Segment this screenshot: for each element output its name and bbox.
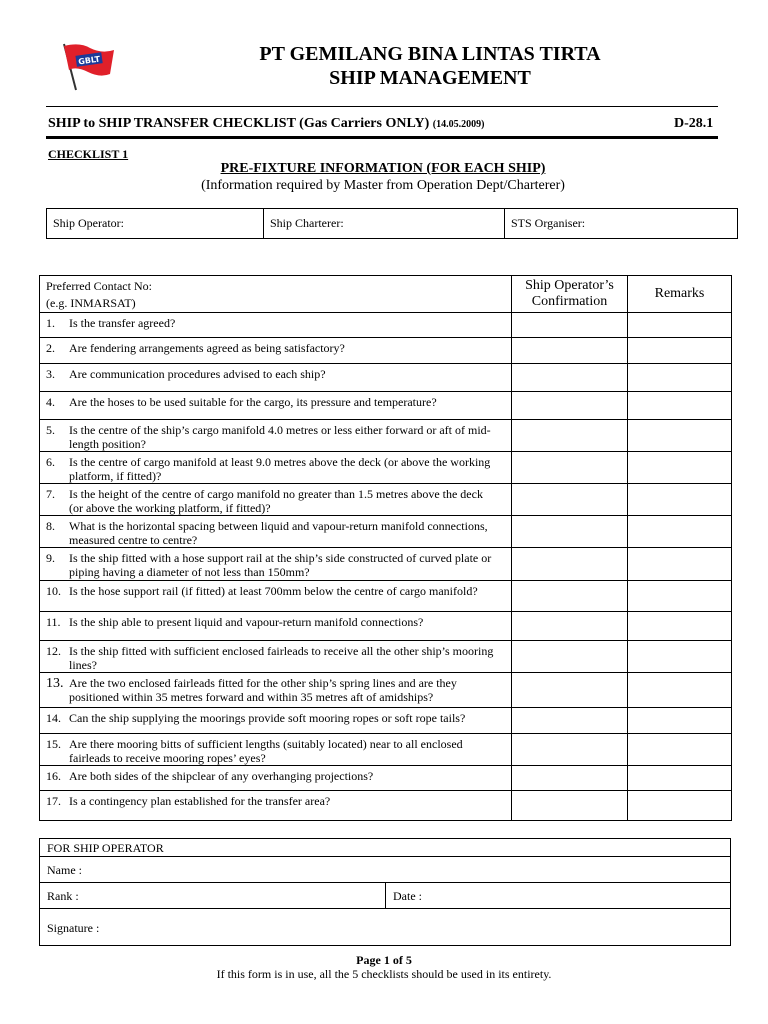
contact-label: Preferred Contact No: [46, 279, 152, 293]
confirmation-cell[interactable] [512, 364, 628, 392]
name-label: Name : [47, 863, 82, 877]
question-number: 5. [46, 423, 55, 437]
confirmation-cell[interactable] [512, 791, 628, 821]
question-text: Are both sides of the shipclear of any overhanging projections? [69, 769, 374, 783]
ship-charterer-label: Ship Charterer: [270, 216, 344, 230]
confirmation-cell[interactable] [512, 581, 628, 612]
confirmation-cell[interactable] [512, 516, 628, 548]
company-title [150, 42, 710, 90]
question-cell [40, 673, 512, 708]
confirmation-cell[interactable] [512, 338, 628, 364]
checklist-row [40, 708, 732, 734]
question-number: 1. [46, 316, 55, 330]
question-cell [40, 392, 512, 420]
remarks-cell[interactable] [628, 734, 732, 766]
checklist-row [40, 734, 732, 766]
checklist-row [40, 313, 732, 338]
question-cell [40, 734, 512, 766]
remarks-cell[interactable] [628, 516, 732, 548]
checklist-row [40, 766, 732, 791]
question-text: Is the ship fitted with a hose support rail at the ship’s side constructed of curved plate or piping having a diameter of not less than 150mm? [69, 551, 492, 579]
checklist-row [40, 673, 732, 708]
document-title [48, 116, 484, 132]
question-number: 3. [46, 367, 55, 381]
rank-label[interactable]: Rank : [47, 889, 79, 903]
question-number: 12. [46, 644, 61, 658]
question-text: Is the centre of cargo manifold at least 9.0 metres above the deck (or above the working platform, if fitted)? [69, 455, 491, 483]
question-number: 17. [46, 794, 61, 808]
question-text: Is the transfer agreed? [69, 316, 176, 330]
checklist-row [40, 338, 732, 364]
question-cell [40, 708, 512, 734]
question-number: 10. [46, 584, 61, 598]
header-rule-bottom [46, 136, 718, 139]
confirmation-cell[interactable] [512, 641, 628, 673]
remarks-cell[interactable] [628, 484, 732, 516]
checklist-row [40, 791, 732, 821]
remarks-cell[interactable] [628, 612, 732, 641]
question-cell [40, 516, 512, 548]
header-rule-top [46, 106, 718, 107]
question-text: Is a contingency plan established for the transfer area? [69, 794, 331, 808]
rank-date-divider [385, 883, 386, 909]
logo-text: GBLT [77, 54, 101, 67]
remarks-cell[interactable] [628, 452, 732, 484]
question-text: Are fendering arrangements agreed as being satisfactory? [69, 341, 345, 355]
question-cell [40, 548, 512, 581]
confirmation-cell[interactable] [512, 392, 628, 420]
remarks-header: Remarks [628, 276, 732, 313]
signature-field[interactable] [40, 909, 730, 945]
remarks-cell[interactable] [628, 791, 732, 821]
question-text: Is the height of the centre of cargo manifold no greater than 1.5 metres above the deck (or above the working platform, if fitted)? [69, 487, 483, 515]
question-text: What is the horizontal spacing between liquid and vapour-return manifold connections, measured centre to centre? [69, 519, 488, 547]
question-text: Is the hose support rail (if fitted) at least 700mm below the centre of cargo manifold? [69, 584, 478, 598]
question-cell [40, 791, 512, 821]
remarks-cell[interactable] [628, 338, 732, 364]
ship-operator-label: Ship Operator: [53, 216, 124, 230]
question-text: Can the ship supplying the moorings provide soft mooring ropes or soft rope tails? [69, 711, 466, 725]
confirmation-cell[interactable] [512, 708, 628, 734]
checklist-row [40, 516, 732, 548]
confirmation-cell[interactable] [512, 313, 628, 338]
section-subtitle: (Information required by Master from Operation Dept/Charterer) [201, 178, 565, 193]
question-number: 7. [46, 487, 55, 501]
ship-operator-signoff [39, 838, 731, 946]
question-text: Are the hoses to be used suitable for the cargo, its pressure and temperature? [69, 395, 437, 409]
contact-example: (e.g. INMARSAT) [46, 296, 136, 310]
company-logo-flag [56, 40, 120, 92]
checklist-row [40, 548, 732, 581]
remarks-cell[interactable] [628, 766, 732, 791]
confirmation-cell[interactable] [512, 452, 628, 484]
confirmation-cell[interactable] [512, 612, 628, 641]
checklist-number: CHECKLIST 1 [48, 147, 129, 161]
question-number: 8. [46, 519, 55, 533]
checklist-row [40, 581, 732, 612]
confirmation-cell[interactable] [512, 420, 628, 452]
confirmation-header: Ship Operator’s Confirmation [512, 276, 628, 313]
checklist-row [40, 612, 732, 641]
question-cell [40, 364, 512, 392]
signoff-heading: FOR SHIP OPERATOR [47, 841, 164, 855]
question-number: 6. [46, 455, 55, 469]
question-text: Are the two enclosed fairleads fitted for the other ship’s spring lines and are they positioned within 35 metres forward and within 35 metres aft of amidships? [69, 676, 457, 704]
footer-note: If this form is in use, all the 5 checklists should be used in its entirety. [216, 967, 552, 981]
question-text: Are communication procedures advised to each ship? [69, 367, 326, 381]
question-text: Is the centre of the ship’s cargo manifold 4.0 metres or less either forward or aft of mid-length position? [69, 423, 491, 451]
ship-info-table [46, 208, 738, 239]
remarks-cell[interactable] [628, 673, 732, 708]
remarks-cell[interactable] [628, 313, 732, 338]
page-number: Page 1 of 5 [356, 953, 412, 967]
checklist-header-row [40, 276, 732, 313]
document-title-text: SHIP to SHIP TRANSFER CHECKLIST (Gas Carriers ONLY) [48, 116, 430, 131]
question-number: 14. [46, 711, 61, 725]
checklist-row [40, 484, 732, 516]
question-number: 11. [46, 615, 61, 629]
checklist-row [40, 641, 732, 673]
confirmation-cell[interactable] [512, 673, 628, 708]
question-cell [40, 641, 512, 673]
question-cell [40, 766, 512, 791]
question-cell [40, 484, 512, 516]
question-text: Is the ship fitted with sufficient enclosed fairleads to receive all the other ship’s mooring lines? [69, 644, 494, 672]
sts-organiser-label: STS Organiser: [511, 216, 586, 230]
company-division: SHIP MANAGEMENT [329, 67, 531, 89]
document-code: D-28.1 [674, 116, 714, 131]
question-number: 4. [46, 395, 55, 409]
question-number: 16. [46, 769, 61, 783]
section-title: PRE-FIXTURE INFORMATION (FOR EACH SHIP) [220, 161, 546, 176]
question-number: 13. [46, 676, 64, 691]
question-cell [40, 338, 512, 364]
question-number: 15. [46, 737, 61, 751]
question-number: 9. [46, 551, 55, 565]
remarks-cell[interactable] [628, 420, 732, 452]
confirmation-cell[interactable] [512, 766, 628, 791]
confirmation-cell[interactable] [512, 484, 628, 516]
remarks-cell[interactable] [628, 548, 732, 581]
checklist-row [40, 452, 732, 484]
company-name: PT GEMILANG BINA LINTAS TIRTA [259, 43, 601, 65]
name-field[interactable] [40, 857, 730, 883]
remarks-cell[interactable] [628, 581, 732, 612]
question-cell [40, 420, 512, 452]
remarks-cell[interactable] [628, 708, 732, 734]
question-cell [40, 581, 512, 612]
remarks-cell[interactable] [628, 641, 732, 673]
question-text: Are there mooring bitts of sufficient lengths (suitably located) near to all enclosed fairleads to receive mooring ropes’ eyes? [69, 737, 463, 765]
question-cell [40, 452, 512, 484]
signature-label: Signature : [47, 921, 100, 935]
contact-header [40, 276, 512, 313]
checklist-table [39, 275, 732, 821]
remarks-cell[interactable] [628, 392, 732, 420]
sts-organiser-field[interactable] [505, 209, 737, 238]
question-number: 2. [46, 341, 55, 355]
question-cell [40, 612, 512, 641]
ship-charterer-field[interactable] [264, 209, 505, 238]
checklist-row [40, 392, 732, 420]
checklist-row [40, 420, 732, 452]
confirmation-cell[interactable] [512, 734, 628, 766]
question-text: Is the ship able to present liquid and vapour-return manifold connections? [69, 615, 424, 629]
confirmation-cell[interactable] [512, 548, 628, 581]
question-cell [40, 313, 512, 338]
date-label[interactable]: Date : [393, 889, 422, 903]
signoff-heading-row [40, 839, 730, 857]
ship-operator-field[interactable] [47, 209, 264, 238]
checklist-row [40, 364, 732, 392]
document-date: (14.05.2009) [432, 119, 485, 130]
remarks-cell[interactable] [628, 364, 732, 392]
